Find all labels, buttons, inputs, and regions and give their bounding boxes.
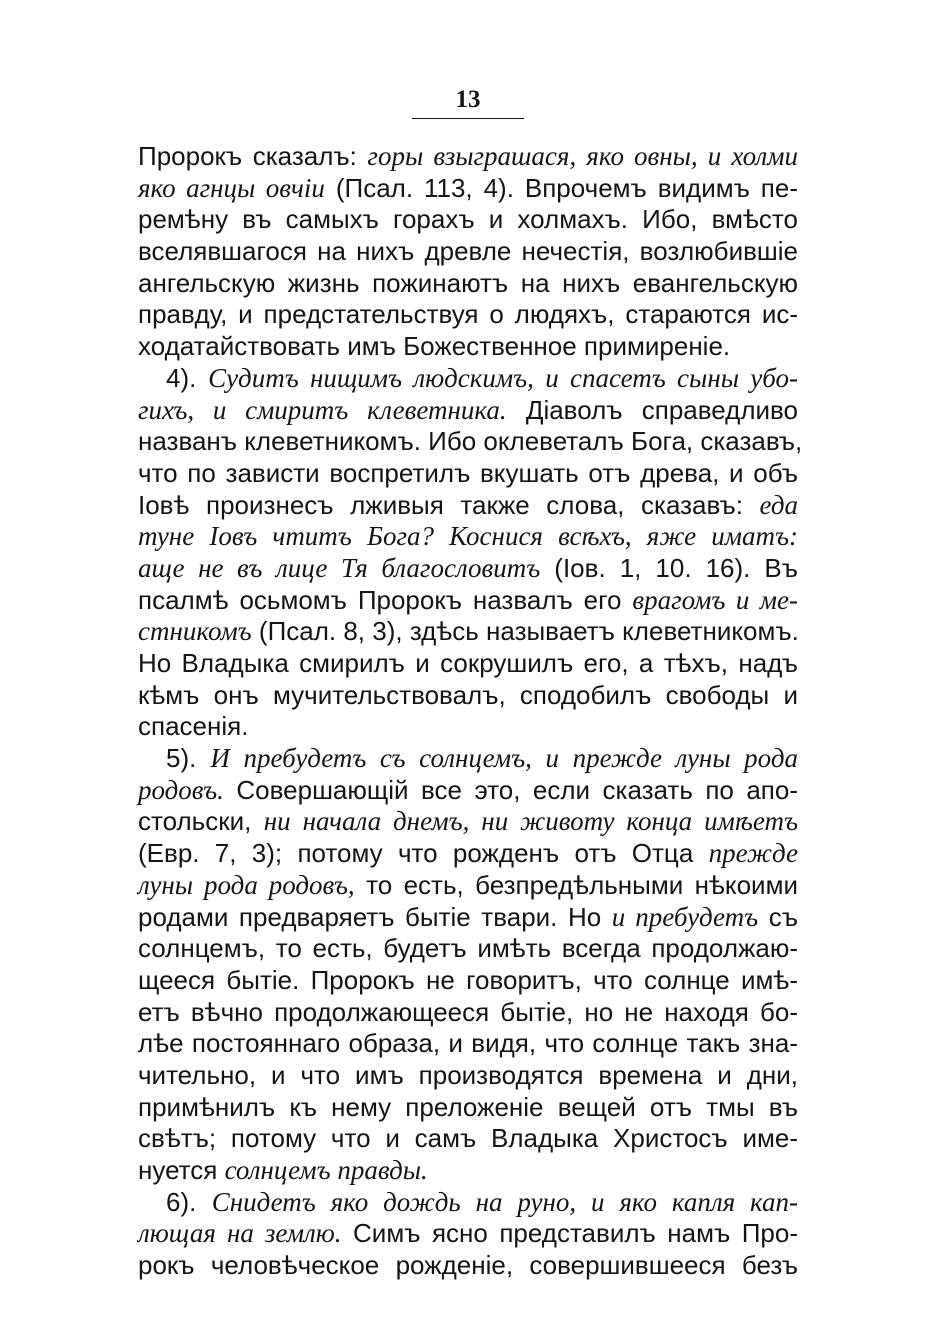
text-run: спасенія. — [138, 711, 249, 742]
text-run: Совершающій все это, если сказать по апо- — [223, 774, 798, 805]
text-run: Пророкъ сказалъ: — [138, 141, 368, 171]
italic-quote: туне Іовъ чтитъ Бога? Коснися всѣхъ, яже иматъ: — [138, 521, 798, 552]
italic-quote: ни начала днемъ, ни животу конца имѣетъ — [263, 806, 798, 837]
text-line — [138, 997, 798, 1029]
text-line — [138, 806, 798, 838]
text-line — [138, 648, 798, 680]
italic-quote: луны рода родовъ, — [138, 869, 355, 900]
text-line — [138, 458, 798, 490]
text-line — [138, 870, 798, 902]
text-line — [138, 902, 798, 934]
text-run: съ — [758, 901, 798, 932]
text-line — [138, 1123, 798, 1155]
text-line — [138, 680, 798, 712]
text-line — [138, 1187, 798, 1219]
text-line — [138, 363, 798, 395]
text-run: (Евр. 7, 3); потому что рожденъ отъ Отца — [138, 838, 709, 869]
text-run: 6). — [166, 1186, 212, 1217]
text-run: ходатайствовать имъ Божественное примиреніе. — [138, 331, 731, 362]
text-run: что по зависти воспретилъ вкушать отъ древа, и объ — [138, 457, 798, 488]
text-run: названъ клеветникомъ. Ибо оклеветалъ Бога, сказавъ, — [138, 426, 803, 457]
text-line — [138, 1028, 798, 1060]
text-run: примѣнилъ къ нему преложеніе вещей отъ тмы въ — [138, 1091, 798, 1122]
text-run: Іовѣ произнесъ лживыя также слова, сказавъ: — [138, 489, 760, 520]
text-run: то есть, безпредѣльными нѣкоими — [354, 869, 798, 900]
italic-quote: и пребудетъ — [611, 901, 759, 932]
text-line — [138, 1155, 798, 1187]
italic-quote: врагомъ и ме- — [632, 584, 798, 615]
text-line — [138, 236, 798, 268]
italic-quote: еда — [759, 489, 798, 520]
text-line — [138, 490, 798, 522]
text-line — [138, 395, 798, 427]
text-run: стольски, — [138, 806, 264, 837]
italic-quote: Судитъ нищимъ людскимъ, и спасетъ сыны убо- — [208, 362, 798, 393]
italic-quote: гихъ, и смиритъ клеветника. — [138, 394, 507, 425]
text-line — [138, 1218, 798, 1250]
text-line — [138, 204, 798, 236]
text-line — [138, 1060, 798, 1092]
text-line — [138, 426, 803, 458]
text-run: (Псал. 8, 3), здѣсь называетъ клеветникомъ. — [251, 616, 799, 647]
text-run: ремѣну въ самыхъ горахъ и холмахъ. Ибо, вмѣсто — [138, 204, 798, 235]
text-line — [138, 616, 798, 648]
text-run: чительно, и что имъ производятся времена и дни, — [138, 1059, 798, 1090]
text-run: Но Владыка смирилъ и сокрушилъ его, а тѣхъ, надъ — [138, 648, 798, 678]
text-run: солнцемъ, то есть, будетъ имѣть всегда продолжаю- — [138, 933, 798, 964]
text-run: свѣтъ; потому что и самъ Владыка Христосъ име- — [138, 1123, 798, 1154]
text-run: рокъ человѣческое рожденіе, совершившееся безъ — [138, 1250, 798, 1281]
text-line — [138, 711, 798, 743]
text-line — [138, 743, 798, 775]
text-line — [138, 585, 798, 617]
text-run: Діаволъ справедливо — [506, 394, 798, 425]
italic-quote: яко агнцы овчіи — [138, 172, 325, 203]
italic-quote: аще не въ лице Тя благословитъ — [138, 552, 541, 583]
italic-quote: стникомъ — [138, 616, 252, 647]
text-line — [138, 965, 798, 997]
text-line — [138, 933, 798, 965]
text-run: вселявшагося на нихъ древле нечестія, возлюбившіе — [138, 236, 798, 267]
text-line — [138, 331, 798, 363]
italic-quote: прежде — [708, 838, 798, 869]
text-line — [138, 173, 798, 205]
text-run: правду, и предстательствуя о людяхъ, стараются ис- — [138, 299, 798, 330]
header-rule — [412, 118, 524, 119]
italic-quote: Снидетъ яко дождь на руно, и яко капля кап- — [211, 1186, 798, 1217]
italic-quote: горы взыграшася, яко овны, и холми — [367, 141, 798, 171]
body-text — [138, 141, 803, 1282]
text-line — [138, 299, 798, 331]
text-line — [138, 1250, 798, 1282]
text-run: лѣе постояннаго образа, и видя, что солнце такъ зна- — [138, 1028, 798, 1059]
text-run: псалмѣ осьмомъ Пророкъ назвалъ его — [138, 584, 633, 615]
text-run: кѣмъ онъ мучительствовалъ, сподобилъ свободы и — [138, 679, 798, 710]
text-run: (Іов. 1, 10. 16). Въ — [540, 552, 798, 583]
text-run: ангельскую жизнь пожинаютъ на нихъ евангельскую — [138, 267, 798, 298]
italic-quote: И пребудетъ съ солнцемъ, и прежде луны рода — [210, 743, 798, 774]
text-line — [138, 838, 798, 870]
text-run: (Псал. 113, 4). Впрочемъ видимъ пе- — [324, 172, 799, 203]
text-line — [138, 1092, 798, 1124]
text-line — [138, 775, 798, 807]
text-line — [138, 521, 798, 553]
text-run: нуется — [138, 1155, 225, 1185]
text-run: 4). — [166, 362, 209, 393]
text-run: етъ вѣчно продолжающееся бытіе, но не находя бо- — [138, 996, 798, 1027]
text-run: Симъ ясно представилъ намъ Про- — [341, 1218, 798, 1249]
italic-quote: лющая на землю. — [138, 1218, 342, 1249]
text-line — [138, 141, 798, 173]
text-run: 5). — [166, 743, 211, 774]
italic-quote: солнцемъ правды. — [224, 1155, 428, 1185]
page-number: 13 — [455, 86, 481, 113]
italic-quote: родовъ. — [138, 774, 224, 805]
text-run: родами предваряетъ бытіе твари. Но — [138, 901, 612, 932]
text-line — [138, 268, 798, 300]
text-run: щееся бытіе. Пророкъ не говоритъ, что солнце имѣ- — [138, 964, 798, 995]
text-line — [138, 553, 798, 585]
